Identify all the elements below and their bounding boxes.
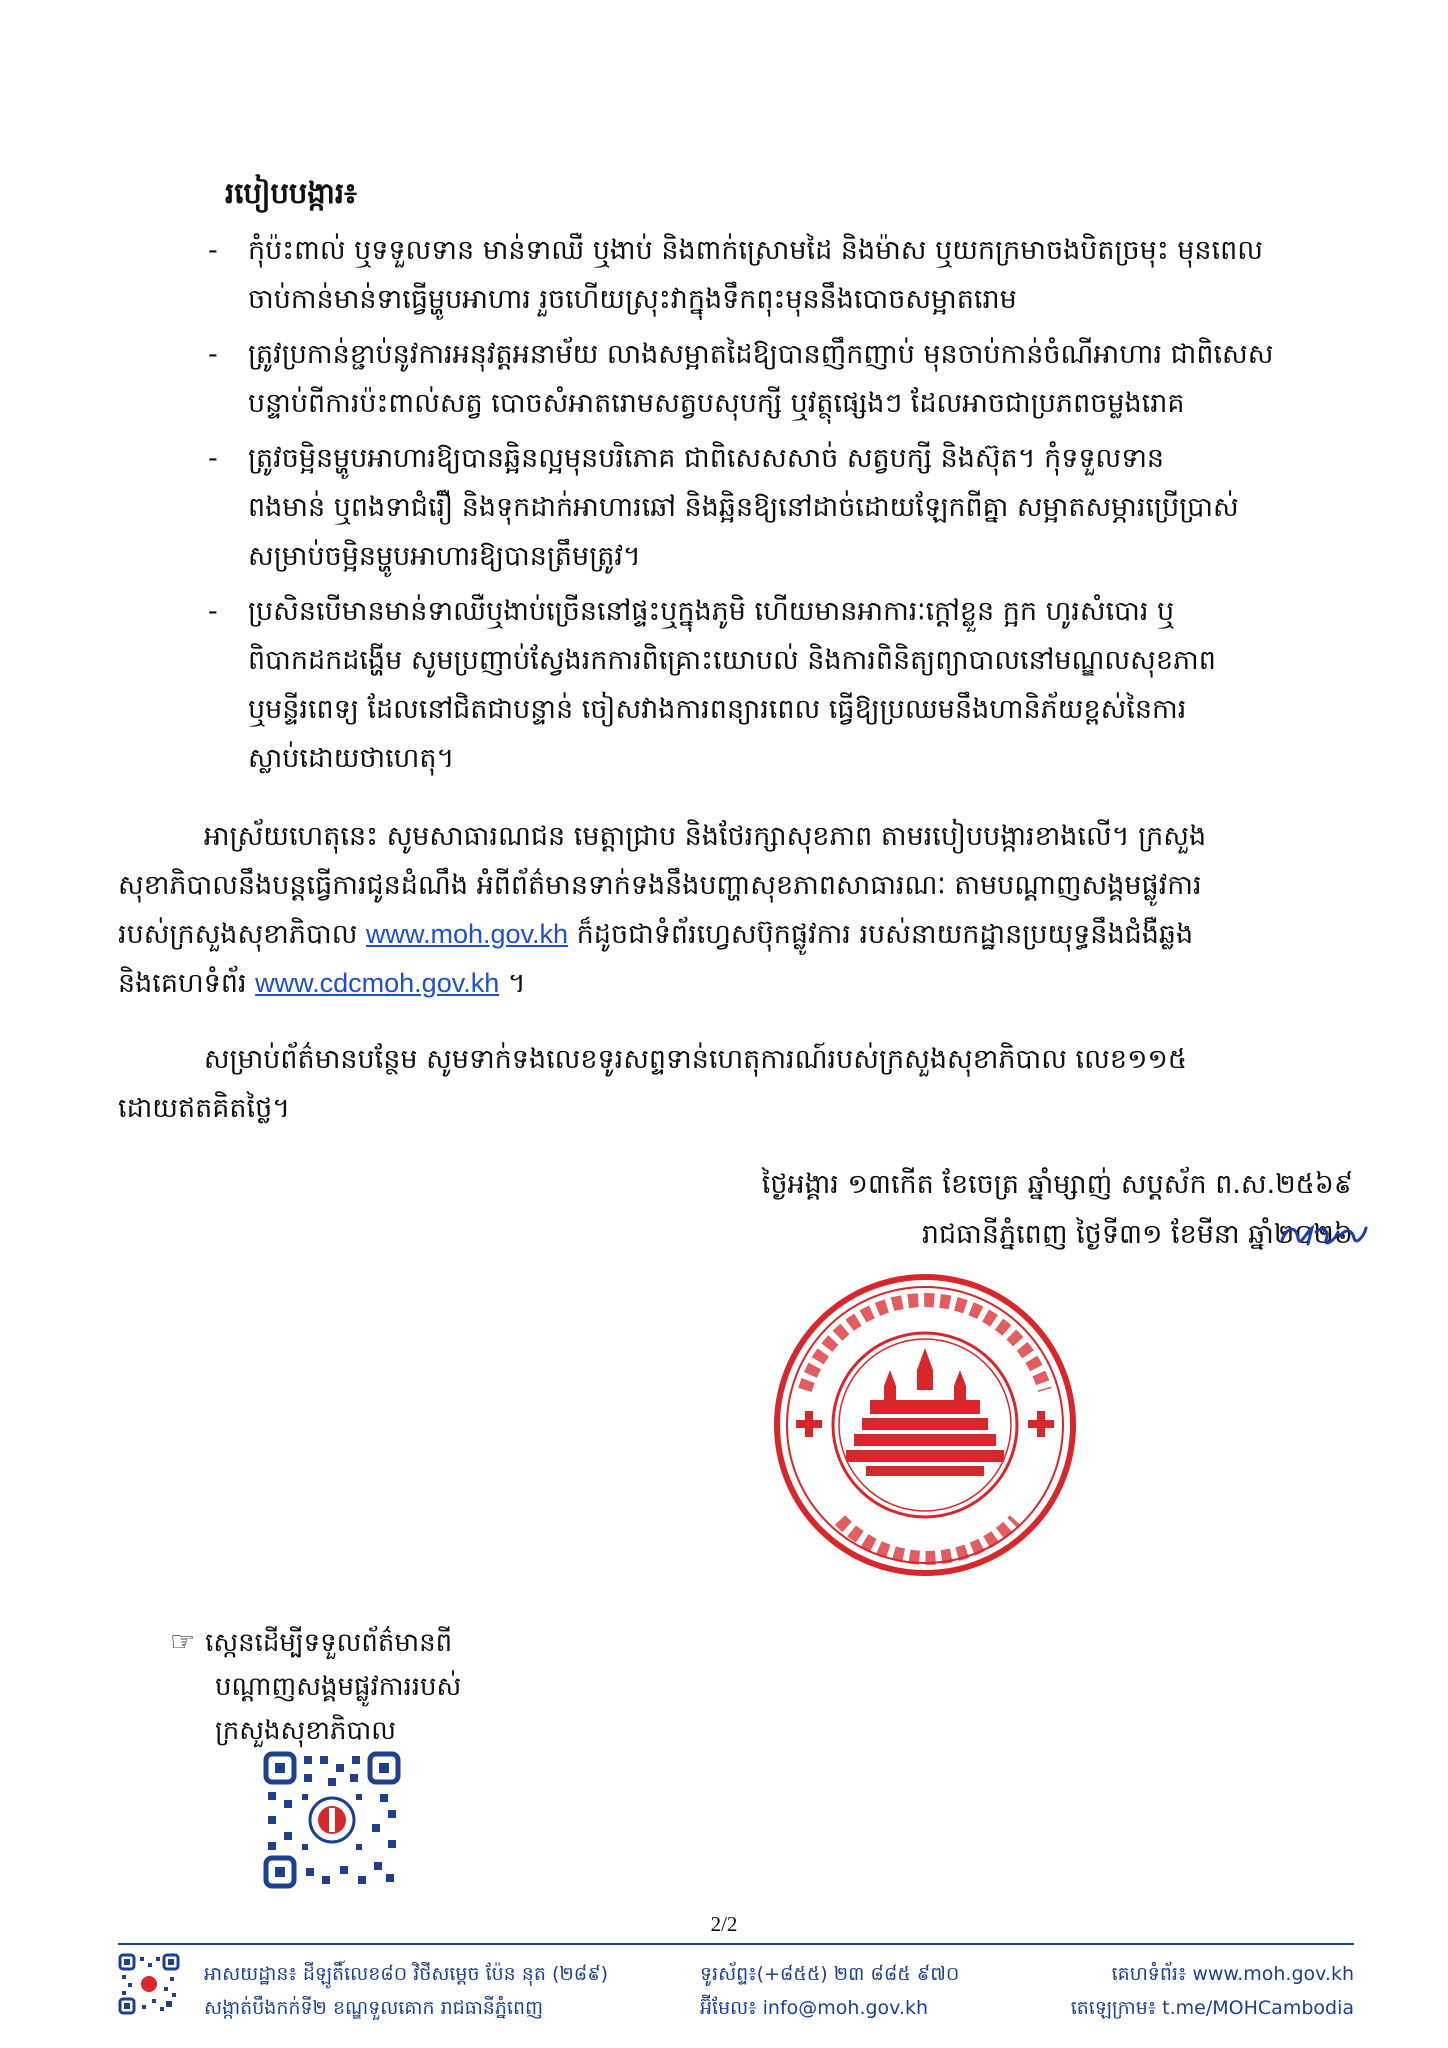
scan-text: ស្កេនដើម្បីទទួលព័ត៌មានពី	[205, 1628, 453, 1658]
list-item	[208, 434, 1353, 581]
email-text[interactable]: អ៊ីមែល៖ info@moh.gov.kh	[700, 1997, 929, 2019]
footer-divider	[118, 1943, 1354, 1945]
lunar-date: ថ្ងៃអង្គារ ១៣កើត ខែចេត្រ ឆ្នាំម្សាញ់ សប្តស័ក ព.ស.២៥៦៩	[761, 1169, 1353, 1200]
bullet-dash: -	[208, 596, 218, 627]
paragraph-text: ។	[499, 968, 526, 999]
list-item	[208, 587, 1353, 783]
list-item-line: សម្រាប់ចម្អិនម្ហូបអាហារឱ្យបានត្រឹមត្រូវ។	[248, 541, 641, 572]
scan-line: ក្រសួងសុខាភិបាល	[215, 1716, 397, 1746]
bullet-dash: -	[208, 235, 218, 266]
list-item-line: ត្រូវប្រកាន់ខ្ជាប់នូវការអនុវត្តអនាម័យ លាងសម្អាតដៃឱ្យបានញឹកញាប់ មុនចាប់កាន់ចំណីអាហារ ជាពិសេស	[248, 339, 1274, 370]
paragraph-line: អាស្រ័យហេតុនេះ សូមសាធារណជន មេត្តាជ្រាប និងថែរក្សាសុខភាព តាមរបៀបបង្ការខាងលើ។ ក្រសួង	[118, 821, 1207, 852]
footer	[118, 1953, 1354, 2023]
address-line: អាសយដ្ឋាន៖ ដីឡូតិ៍លេខ៨០ វិថីសម្តេច ប៉ែន នុត (២៨៩)	[204, 1963, 609, 1985]
scan-instructions	[170, 1620, 461, 1753]
paragraph-text: និងគេហទំព័រ	[118, 968, 256, 999]
list-item-line: ពងមាន់ ឬពងទាជំរ៉ឿ និងទុកដាក់អាហារឆៅ និងឆ្អិនឱ្យនៅដាច់ដោយឡែកពីគ្នា សម្អាតសម្ភារប្រើប្រាស់	[248, 492, 1239, 523]
list-item-line: ឬមន្ទីរពេទ្យ ដែលនៅជិតជាបន្ទាន់ ចៀសវាងការពន្យារពេល ធ្វើឱ្យប្រឈមនឹងហានិភ័យខ្ពស់នៃការ	[248, 694, 1187, 725]
list-item-line: ស្លាប់ដោយថាហេតុ។	[248, 743, 455, 774]
list-item-line: ពិបាកដកដង្ហើម សូមប្រញាប់ស្វែងរកការពិគ្រោះយោបល់ និងការពិនិត្យព្យាបាលនៅមណ្ឌលសុខភាព	[248, 645, 1216, 676]
initials-signature	[1278, 1218, 1368, 1252]
paragraph-line: សម្រាប់ព័ត៌មានបន្ថែម សូមទាក់ទងលេខទូរសព្ទទាន់ហេតុការណ៍របស់ក្រសួងសុខាភិបាល លេខ១១៥	[118, 1044, 1187, 1075]
list-item-line: បន្ទាប់ពីការប៉ះពាល់សត្វ បោចសំអាតរោមសត្វបសុបក្សី ឬវត្ថុផ្សេងៗ ដែលអាចជាប្រភពចម្លងរោគ	[248, 388, 1185, 419]
bullet-dash: -	[208, 443, 218, 474]
footer-qr-code[interactable]	[118, 1953, 180, 2015]
prevention-list	[208, 226, 1353, 789]
scan-line: បណ្តាញសង្គមផ្លូវការរបស់	[215, 1672, 462, 1702]
list-item-line: ចាប់កាន់មាន់ទាធ្វើម្ហូបអាហារ រួចហើយស្រុះវាក្នុងទឹកពុះមុននឹងបោចសម្អាតរោម	[248, 284, 1017, 315]
paragraph-text: ក៏ដូចជាទំព័រហ្វេសប៊ុកផ្លូវការ របស់នាយកដ្ឋានប្រយុទ្ធនឹងជំងឺឆ្លង	[568, 919, 1194, 950]
date-block	[762, 1160, 1353, 1260]
paragraph-text: របស់ក្រសួងសុខាភិបាល	[118, 919, 366, 950]
footer-online	[1071, 1957, 1354, 2025]
hotline-paragraph	[118, 1035, 1353, 1133]
footer-address	[204, 1957, 608, 2025]
page-number: 2/2	[710, 1912, 738, 1936]
qr-code[interactable]	[262, 1750, 402, 1890]
list-item-line: ត្រូវចម្អិនម្ហូបអាហារឱ្យបានឆ្អិនល្អមុនបរិភោគ ជាពិសេសសាច់ សត្វបក្សី និងស៊ុត។ កុំទទួលទាន	[248, 443, 1165, 474]
bullet-dash: -	[208, 339, 218, 370]
paragraph-line: សុខាភិបាលនឹងបន្តធ្វើការជូនដំណឹង អំពីព័ត៌មានទាក់ទងនឹងបញ្ហាសុខភាពសាធារណៈ តាមបណ្តាញសង្គមផ្លូវការ	[118, 870, 1202, 901]
scan-line	[170, 1620, 461, 1665]
list-item	[208, 330, 1353, 428]
moh-website-link[interactable]: www.moh.gov.kh	[366, 919, 569, 949]
ministry-seal	[770, 1270, 1080, 1580]
paragraph-line: ដោយឥតគិតថ្លៃ។	[118, 1093, 291, 1124]
paragraph-line	[118, 959, 1353, 1008]
footer-contact	[700, 1957, 959, 2025]
address-line: សង្កាត់បឹងកក់ទី២ ខណ្ឌទួលគោក រាជធានីភ្នំពេញ	[204, 1997, 544, 2019]
list-item-line: ប្រសិនបើមានមាន់ទាឈឺឬងាប់ច្រើននៅផ្ទះឬក្នុងភូមិ ហើយមានអាការៈក្តៅខ្លួន ក្អក ហូរសំបោរ ឬ	[248, 596, 1175, 627]
telegram-text[interactable]: តេឡេក្រាម៖ t.me/MOHCambodia	[1070, 1997, 1354, 2019]
pointing-hand-icon: ☞	[170, 1625, 196, 1658]
phone-text: ទូរស័ព្ទ៖(+៨៥៥) ២៣ ៨៨៥ ៩៧០	[700, 1963, 960, 1985]
closing-paragraph	[118, 812, 1353, 1008]
section-heading: របៀបបង្ការ៖	[225, 176, 357, 210]
cdc-website-link[interactable]: www.cdcmoh.gov.kh	[255, 968, 500, 998]
website-text[interactable]: គេហទំព័រ៖ www.moh.gov.kh	[1111, 1963, 1354, 1985]
paragraph-line	[118, 910, 1353, 959]
list-item	[208, 226, 1353, 324]
list-item-line: កុំប៉ះពាល់ ឬទទួលទាន មាន់ទាឈឺ ឬងាប់ និងពាក់ស្រោមដៃ និងម៉ាស ឬយកក្រមាចងបិតច្រមុះ មុនពេល	[248, 235, 1263, 266]
solar-date: រាជធានីភ្នំពេញ ថ្ងៃទី៣១ ខែមីនា ឆ្នាំ២០២៦	[921, 1219, 1353, 1250]
